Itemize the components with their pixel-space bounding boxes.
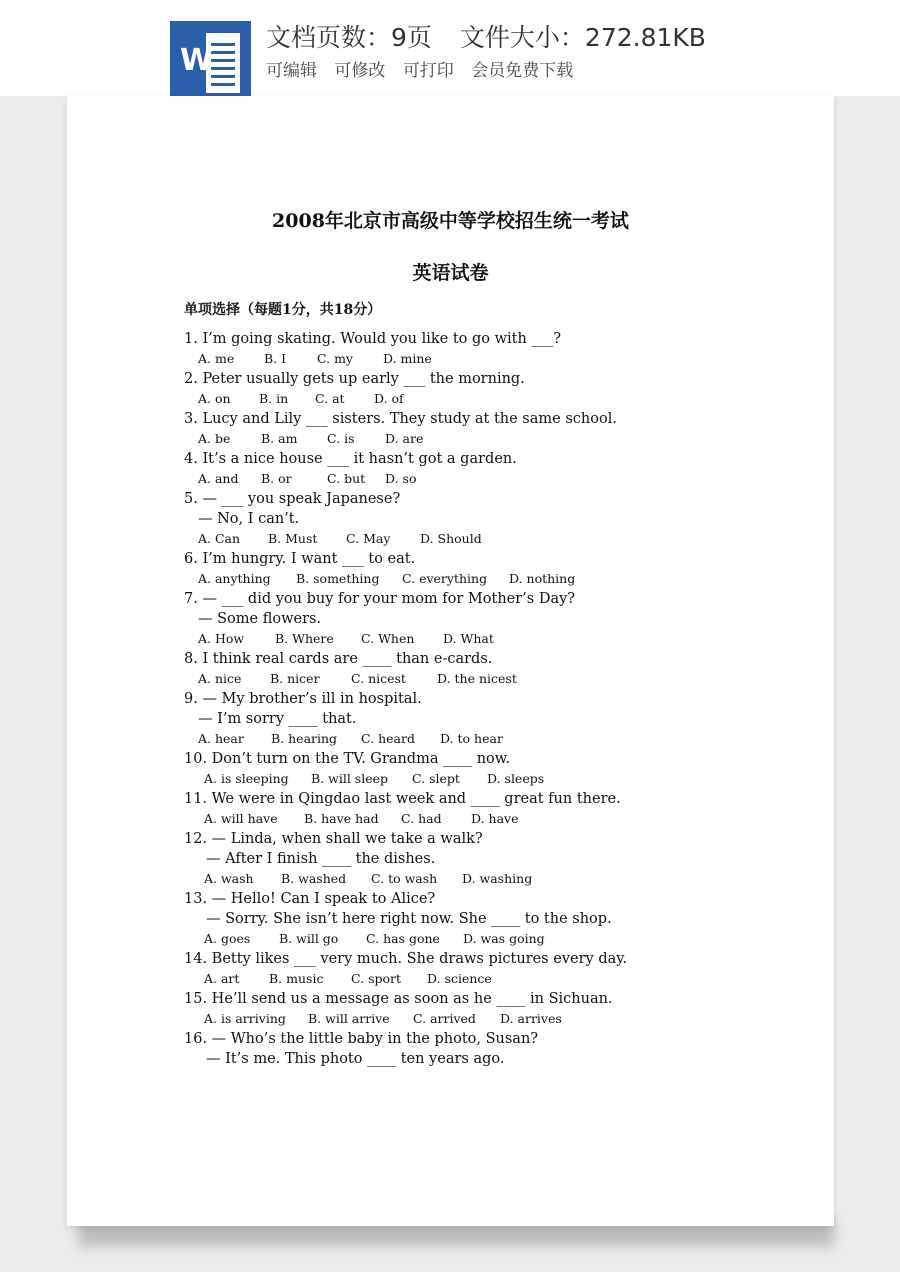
answer-option: D. nothing — [509, 571, 576, 586]
question-item — [184, 489, 804, 549]
question-stem: 7. — ___ did you buy for your mom for Mother’s Day? — [184, 591, 576, 607]
word-document-icon: W — [170, 21, 251, 96]
answer-option: C. to wash — [371, 871, 438, 886]
answer-option: B. have had — [304, 811, 379, 826]
document-info-banner — [0, 0, 900, 96]
question-item — [184, 549, 804, 589]
answer-option: B. am — [261, 431, 298, 446]
answer-option: A. on — [198, 391, 231, 406]
answer-option: C. arrived — [413, 1011, 476, 1026]
answer-option: B. music — [269, 971, 324, 986]
question-item — [184, 329, 804, 369]
answer-option: C. at — [315, 391, 345, 406]
answer-option: A. anything — [198, 571, 271, 586]
answer-option: A. be — [198, 431, 231, 446]
answer-options — [184, 1009, 804, 1029]
answer-option: D. sleeps — [487, 771, 545, 786]
feature-editable: 可编辑 — [266, 61, 317, 81]
answer-option: C. has gone — [366, 931, 440, 946]
answer-options — [184, 969, 804, 989]
feature-list — [266, 56, 585, 81]
answer-option: D. washing — [462, 871, 533, 886]
question-item — [184, 1029, 804, 1069]
question-reply: — No, I can’t. — [198, 511, 300, 527]
answer-option: D. mine — [383, 351, 432, 366]
section-heading: 单项选择（每题1分，共18分） — [184, 302, 382, 318]
answer-option: A. Can — [198, 531, 241, 546]
answer-option: D. What — [443, 631, 494, 646]
question-reply: — Sorry. She isn’t here right now. She ____ to the shop. — [206, 911, 612, 927]
answer-option: A. goes — [204, 931, 251, 946]
answer-option: C. May — [346, 531, 391, 546]
answer-option: D. arrives — [500, 1011, 562, 1026]
answer-option: B. nicer — [270, 671, 320, 686]
answer-options — [184, 629, 804, 649]
question-item — [184, 889, 804, 949]
answer-options — [184, 529, 804, 549]
answer-option: A. is sleeping — [204, 771, 289, 786]
question-stem: 6. I’m hungry. I want ___ to eat. — [184, 551, 416, 567]
answer-option: C. is — [327, 431, 355, 446]
question-item — [184, 749, 804, 789]
answer-option: D. so — [385, 471, 417, 486]
answer-option: C. but — [327, 471, 366, 486]
answer-option: D. Should — [420, 531, 482, 546]
question-reply: — After I finish ____ the dishes. — [206, 851, 436, 867]
feature-modifiable: 可修改 — [334, 61, 386, 81]
answer-option: A. nice — [198, 671, 242, 686]
answer-option: A. hear — [198, 731, 244, 746]
question-stem: 11. We were in Qingdao last week and ____ great fun there. — [184, 791, 621, 807]
answer-options — [184, 929, 804, 949]
answer-option: B. will arrive — [308, 1011, 390, 1026]
question-item — [184, 649, 804, 689]
question-reply: — It’s me. This photo ____ ten years ago. — [206, 1051, 505, 1067]
answer-option: B. washed — [281, 871, 347, 886]
question-stem: 13. — Hello! Can I speak to Alice? — [184, 891, 436, 907]
answer-options — [184, 349, 804, 369]
answer-option: D. have — [471, 811, 519, 826]
answer-option: B. or — [261, 471, 292, 486]
answer-option: A. art — [204, 971, 240, 986]
answer-options — [184, 569, 804, 589]
answer-options — [184, 389, 804, 409]
question-list — [184, 329, 804, 1069]
question-stem: 3. Lucy and Lily ___ sisters. They study at the same school. — [184, 411, 617, 427]
exam-title: 2008年北京市高级中等学校招生统一考试 — [272, 210, 629, 232]
exam-subtitle: 英语试卷 — [412, 262, 489, 284]
question-stem: 10. Don’t turn on the TV. Grandma ____ now. — [184, 751, 511, 767]
answer-option: C. slept — [412, 771, 460, 786]
question-item — [184, 949, 804, 989]
answer-option: C. sport — [351, 971, 402, 986]
answer-option: D. are — [385, 431, 424, 446]
answer-options — [184, 869, 804, 889]
answer-option: C. my — [317, 351, 353, 366]
question-stem: 16. — Who’s the little baby in the photo, Susan? — [184, 1031, 539, 1047]
answer-option: A. How — [198, 631, 245, 646]
answer-option: A. wash — [204, 871, 254, 886]
answer-option: B. I — [264, 351, 287, 366]
answer-option: B. hearing — [271, 731, 338, 746]
question-item — [184, 369, 804, 409]
document-page — [67, 96, 834, 1226]
answer-options — [184, 669, 804, 689]
question-reply: — Some flowers. — [198, 611, 322, 627]
answer-options — [184, 769, 804, 789]
question-reply: — I’m sorry ____ that. — [198, 711, 357, 727]
question-stem: 5. — ___ you speak Japanese? — [184, 491, 401, 507]
answer-options — [184, 429, 804, 449]
question-item — [184, 689, 804, 749]
question-item — [184, 589, 804, 649]
document-stats — [266, 18, 706, 54]
question-item — [184, 409, 804, 449]
answer-option: A. is arriving — [204, 1011, 286, 1026]
question-stem: 9. — My brother’s ill in hospital. — [184, 691, 422, 707]
question-item — [184, 829, 804, 889]
answer-option: C. heard — [361, 731, 415, 746]
answer-options — [184, 469, 804, 489]
answer-option: B. will go — [279, 931, 339, 946]
file-size: 文件大小：272.81KB — [459, 23, 706, 52]
answer-option: A. will have — [204, 811, 278, 826]
answer-option: A. me — [198, 351, 235, 366]
answer-option: B. Where — [275, 631, 334, 646]
answer-option: D. the nicest — [437, 671, 517, 686]
question-item — [184, 989, 804, 1029]
feature-member-download: 会员免费下载 — [471, 61, 574, 81]
answer-option: C. had — [401, 811, 442, 826]
answer-option: D. to hear — [440, 731, 503, 746]
question-stem: 12. — Linda, when shall we take a walk? — [184, 831, 483, 847]
question-stem: 15. He’ll send us a message as soon as he ____ in Sichuan. — [184, 991, 613, 1007]
answer-option: C. everything — [402, 571, 488, 586]
question-stem: 2. Peter usually gets up early ___ the morning. — [184, 371, 525, 387]
question-stem: 1. I’m going skating. Would you like to go with ___? — [184, 331, 561, 347]
answer-option: D. science — [427, 971, 492, 986]
question-stem: 4. It’s a nice house ___ it hasn’t got a garden. — [184, 451, 517, 467]
question-stem: 14. Betty likes ___ very much. She draws pictures every day. — [184, 951, 628, 967]
answer-options — [184, 729, 804, 749]
question-item — [184, 789, 804, 829]
answer-option: B. Must — [268, 531, 318, 546]
answer-option: B. in — [259, 391, 289, 406]
page-count: 文档页数：9页 — [266, 23, 432, 52]
answer-option: C. When — [361, 631, 415, 646]
answer-option: C. nicest — [351, 671, 406, 686]
answer-option: B. something — [296, 571, 380, 586]
answer-option: D. of — [374, 391, 404, 406]
question-stem: 8. I think real cards are ____ than e-cards. — [184, 651, 493, 667]
answer-options — [184, 809, 804, 829]
question-item — [184, 449, 804, 489]
answer-option: D. was going — [463, 931, 545, 946]
answer-option: B. will sleep — [311, 771, 389, 786]
feature-printable: 可打印 — [402, 61, 454, 81]
answer-option: A. and — [198, 471, 239, 486]
